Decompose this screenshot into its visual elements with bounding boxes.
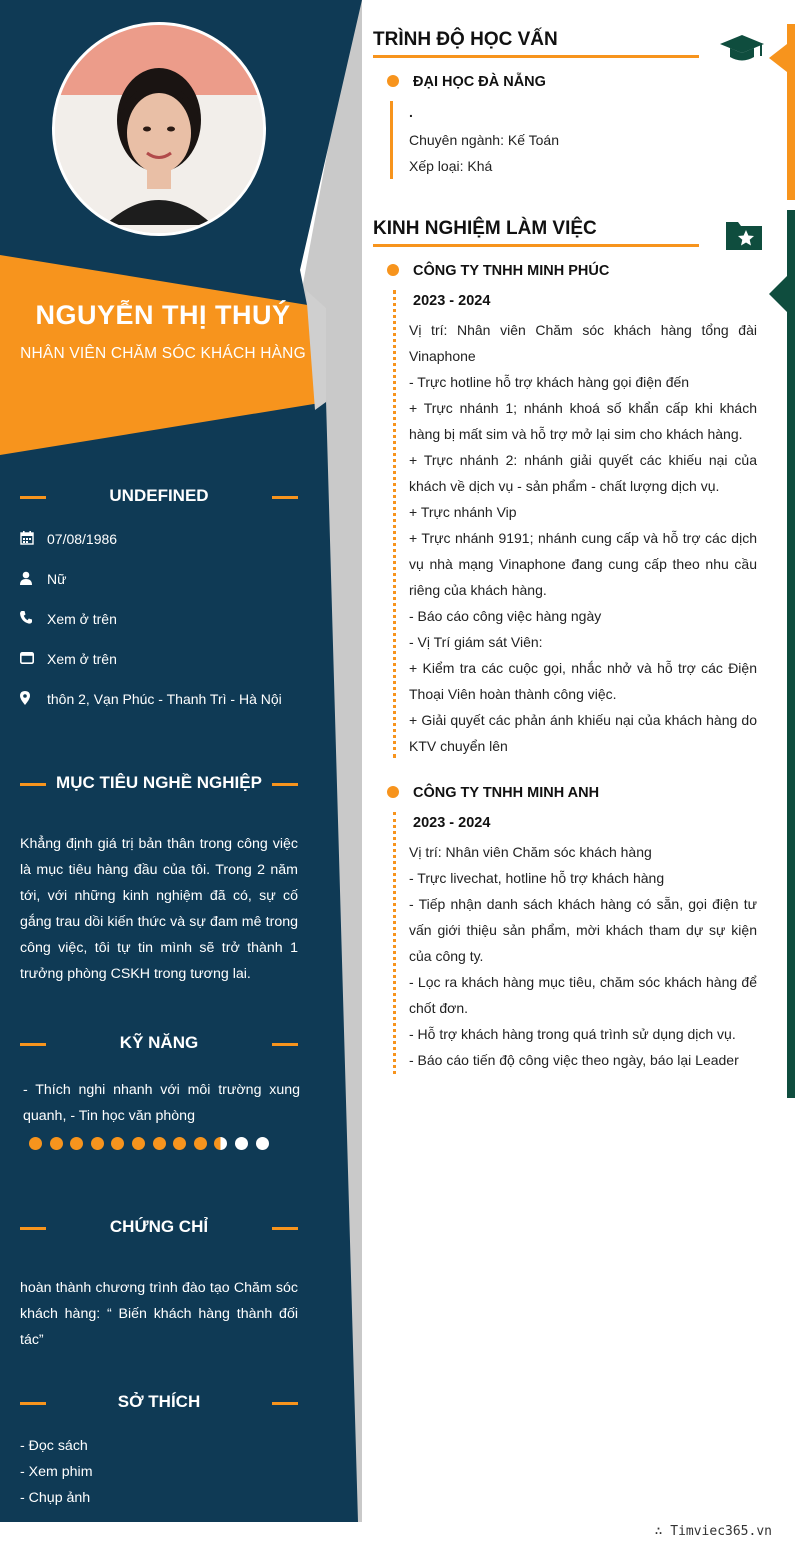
user-icon: [20, 571, 36, 589]
location-icon: [20, 691, 36, 709]
education-side-arrow: [769, 44, 787, 72]
job-timeline: [393, 812, 396, 1074]
skills-text: - Thích nghi nhanh với môi trường xung quanh, - Tin học văn phòng: [23, 1082, 300, 1124]
objective-text: Khẳng định giá trị bản thân trong công việc là mục tiêu hàng đầu của tôi. Trong 2 năm tới, với những kinh nghiệm đã có, sự cố gắng trau dồi kiến thức và sự đam mê trong công việc, tôi tự tin mình sẽ trở thành 1 trưởng phòng CSKH trong tương lai.: [20, 836, 298, 982]
job-line: - Hỗ trợ khách hàng trong quá trình sử dụng dịch vụ.: [409, 1026, 736, 1042]
hobby-item: - Chụp ảnh: [20, 1490, 91, 1506]
job-description: [409, 839, 757, 1073]
experience-side-arrow: [769, 276, 787, 312]
job-line: - Báo cáo công việc hàng ngày: [409, 608, 602, 624]
name-banner: [0, 300, 326, 363]
folder-star-icon: [724, 218, 764, 257]
job-period: 2023 - 2024: [413, 293, 491, 309]
calendar-icon: [20, 531, 36, 549]
job-line: + Trực nhánh 1; nhánh khoá số khẩn cấp khi khách hàng bị mất sim và hỗ trợ mở lại sim cho khách hàng.: [409, 400, 757, 442]
phone-value: Xem ở trên: [47, 611, 117, 627]
skill-dot: [153, 1137, 166, 1150]
address-row: [20, 691, 320, 711]
experience-side-bar: [787, 210, 795, 1098]
skill-dot: [29, 1137, 42, 1150]
email-row: [20, 651, 320, 671]
job-company: CÔNG TY TNHH MINH ANH: [413, 785, 600, 801]
birthday-row: [20, 531, 320, 551]
job-line: Vị trí: Nhân viên Chăm sóc khách hàng: [409, 844, 652, 860]
job-bullet: [387, 264, 399, 276]
education-underline: [373, 55, 699, 58]
candidate-job-title: NHÂN VIÊN CHĂM SÓC KHÁCH HÀNG: [20, 345, 306, 362]
education-major: Chuyên ngành: Kế Toán: [409, 132, 559, 148]
hobbies-list: [20, 1433, 298, 1511]
job-line: + Kiểm tra các cuộc gọi, nhắc nhở và hỗ trợ các Điện Thoại Viên hoàn thành công việc.: [409, 660, 757, 702]
education-bullet: [387, 75, 399, 87]
graduation-cap-icon: [720, 33, 764, 68]
job-line: + Trực nhánh 2: nhánh giải quyết các khiếu nại của khách về dịch vụ - sản phẩm - chất lượng dịch vụ.: [409, 452, 757, 494]
skill-dot: [91, 1137, 104, 1150]
job-line: - Vị Trí giám sát Viên:: [409, 634, 543, 650]
job-bullet: [387, 786, 399, 798]
job-line: - Trực hotline hỗ trợ khách hàng gọi điện đến: [409, 374, 690, 390]
objective-heading: MỤC TIÊU NGHỀ NGHIỆP: [20, 773, 298, 795]
hobby-item: - Xem phim: [20, 1464, 93, 1480]
education-side-bar: [787, 24, 795, 200]
skill-dot: [235, 1137, 248, 1150]
certificates-heading: CHỨNG CHỈ: [20, 1217, 298, 1239]
birthday-value: 07/08/1986: [47, 531, 118, 547]
phone-row: [20, 611, 320, 631]
education-grade: Xếp loại: Khá: [409, 158, 493, 174]
education-heading: TRÌNH ĐỘ HỌC VẤN: [373, 29, 558, 50]
skill-dot: [256, 1137, 269, 1150]
school-name: ĐẠI HỌC ĐÀ NẴNG: [413, 74, 546, 90]
avatar: [52, 22, 266, 236]
experience-heading: KINH NGHIỆM LÀM VIỆC: [373, 218, 597, 239]
skills-heading: KỸ NĂNG: [20, 1033, 298, 1055]
job-description: [409, 317, 757, 759]
gender-row: [20, 571, 320, 591]
candidate-name: NGUYỄN THỊ THUÝ: [35, 300, 291, 330]
job-line: + Giải quyết các phản ánh khiếu nại của khách hàng do KTV chuyển lên: [409, 712, 757, 754]
experience-underline: [373, 244, 699, 247]
skill-dot: [50, 1137, 63, 1150]
hobby-item: - Đọc sách: [20, 1438, 88, 1454]
job-line: Vị trí: Nhân viên Chăm sóc khách hàng tổng đài Vinaphone: [409, 322, 757, 364]
job-period: 2023 - 2024: [413, 815, 491, 831]
skill-dot: [132, 1137, 145, 1150]
job-line: + Trực nhánh Vip: [409, 504, 517, 520]
job-line: - Báo cáo tiến độ công việc theo ngày, báo lại Leader: [409, 1052, 739, 1068]
email-icon: [20, 651, 36, 669]
certificates-text: hoàn thành chương trình đào tạo Chăm sóc khách hàng: “ Biến khách hàng thành đối tác”: [20, 1280, 298, 1348]
gender-value: Nữ: [47, 571, 67, 587]
job-company: CÔNG TY TNHH MINH PHÚC: [413, 263, 610, 279]
job-line: - Tiếp nhận danh sách khách hàng có sẵn, gọi điện tư vấn giới thiệu sản phẩm, mời khách tham dự sự kiện của công ty.: [409, 896, 757, 964]
job-timeline: [393, 290, 396, 758]
education-dot: .: [409, 104, 413, 120]
education-timeline: [390, 101, 393, 179]
site-watermark: ∴ Timviec365.vn: [654, 1524, 772, 1539]
personal-info-heading: UNDEFINED: [20, 486, 298, 508]
hobbies-heading: SỞ THÍCH: [20, 1392, 298, 1414]
job-line: - Lọc ra khách hàng mục tiêu, chăm sóc khách hàng để chốt đơn.: [409, 974, 757, 1016]
email-value: Xem ở trên: [47, 651, 117, 667]
phone-icon: [20, 611, 36, 629]
job-line: + Trực nhánh 9191; nhánh cung cấp và hỗ trợ các dịch vụ nhà mạng Vinaphone đang cung cấp theo nhu cầu riêng của khách hàng.: [409, 530, 757, 598]
job-line: - Trực livechat, hotline hỗ trợ khách hàng: [409, 870, 665, 886]
skill-dot: [194, 1137, 207, 1150]
address-value: thôn 2, Vạn Phúc - Thanh Trì - Hà Nội: [47, 691, 282, 707]
